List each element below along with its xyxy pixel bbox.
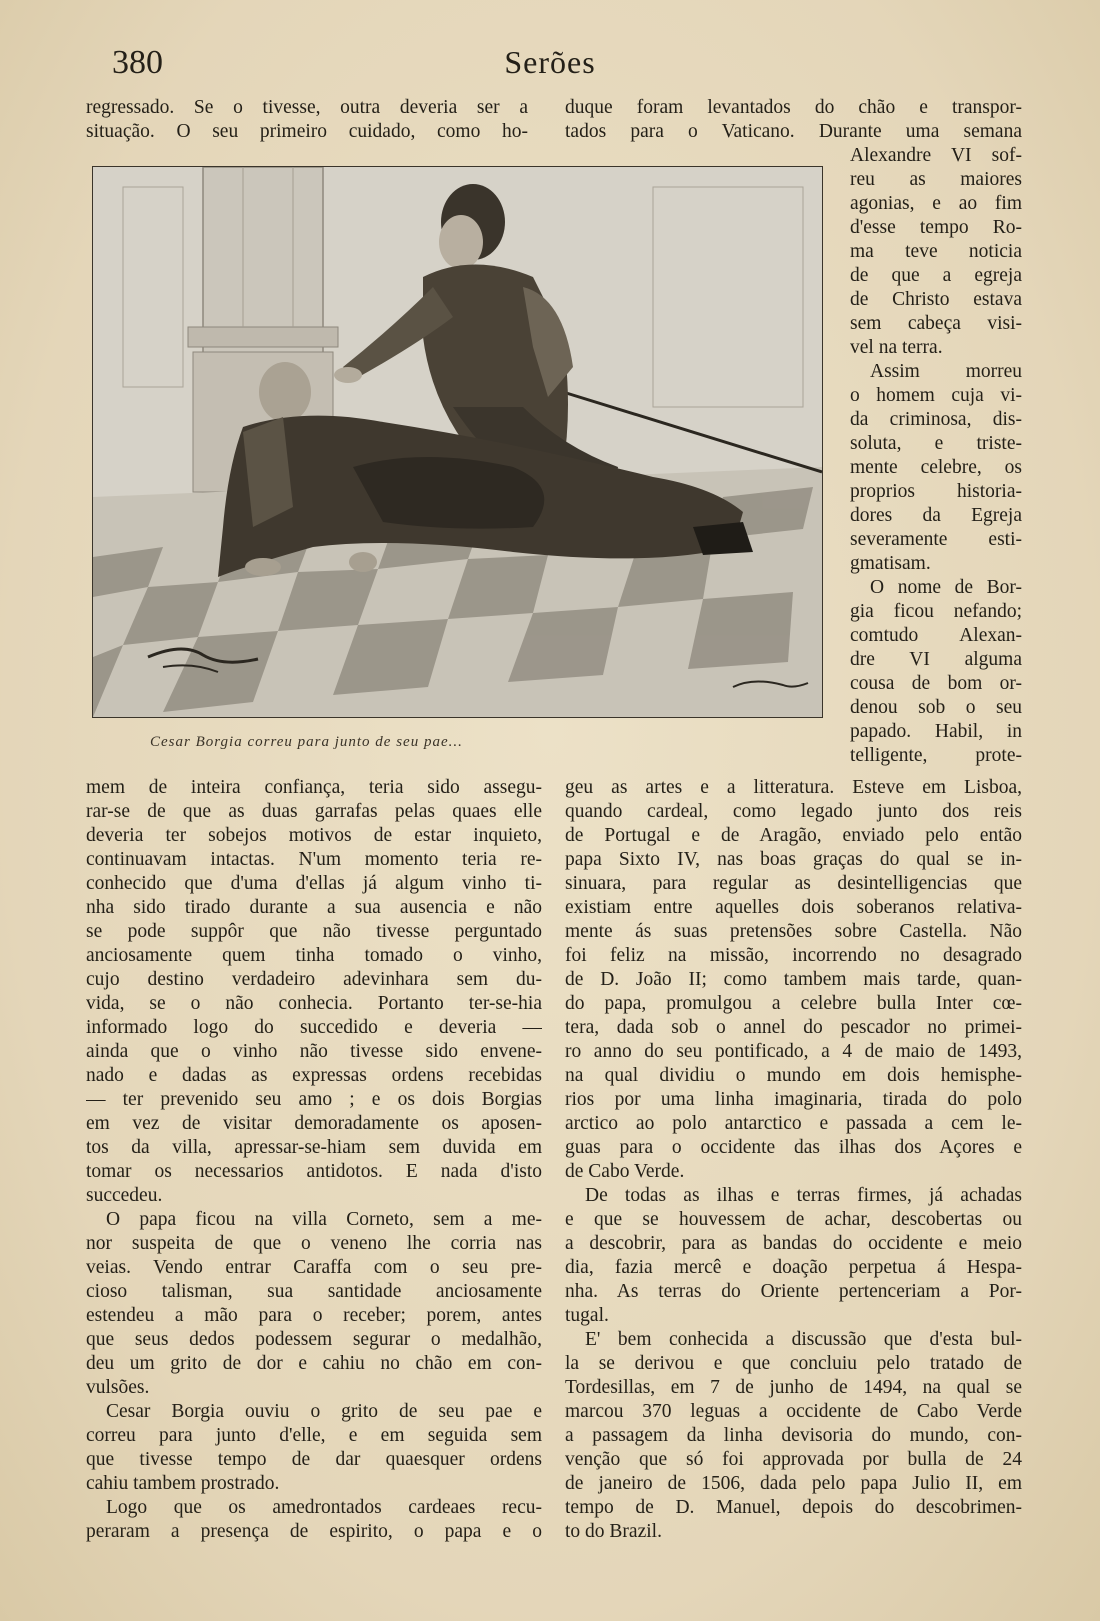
left-col-line: regressado. Se o tivesse, outra deveria ser a [86,97,528,118]
right-col-line: marcou 370 leguas a occidente de Cabo Verde [565,1401,1022,1422]
right-col-line: de Cabo Verde. [565,1161,685,1182]
right-col-line: foi feliz na missão, incorrendo no desagrado [565,945,1022,966]
left-col-line: correu para junto d'elle, e em seguida sem [86,1425,542,1446]
left-col-line: succedeu. [86,1185,163,1206]
left-col-line: continuavam intactas. N'um momento teria re- [86,849,542,870]
right-col-side-line: papado. Habil, in [850,721,1022,742]
right-col-line: tera, dada sob o annel do pescador no primei- [565,1017,1022,1038]
right-col-line: geu as artes e a litteratura. Esteve em Lisboa, [565,777,1022,798]
right-col-line: sinuara, para regular as desintelligencias que [565,873,1022,894]
left-col-line: que seus dedos podessem segurar o medalhão, [86,1329,542,1350]
right-col-line: rios por uma linha imaginaria, tirada do polo [565,1089,1022,1110]
left-col-line: tomar os necessarios antidotos. E nada d'isto [86,1161,542,1182]
left-col-line: vida, se o não conhecia. Portanto ter-se-hia [86,993,542,1014]
right-col-side-line: telligente, prote- [850,745,1022,766]
left-col-line: conhecido que d'uma d'ellas já algum vinho ti- [86,873,542,894]
running-title: Serões [504,44,596,80]
right-col-line: la se derivou e que concluiu pelo tratado de [565,1353,1022,1374]
right-col-side-line: reu as maiores [850,169,1022,190]
left-col-line: veias. Vendo entrar Caraffa com o seu pre- [86,1257,542,1278]
left-col-line: cahiu tambem prostrado. [86,1473,280,1494]
right-col-side-line: da criminosa, dis- [850,409,1022,430]
left-col-line: que tivesse tempo de dar quaesquer ordens [86,1449,542,1470]
right-col-line: venção que só foi approvada por bulla de 24 [565,1449,1022,1470]
right-col-side-line: Assim morreu [870,361,1022,382]
right-col-line: E' bem conhecida a discussão que d'esta bul- [585,1329,1022,1350]
right-col-side-line: severamente esti- [850,529,1022,550]
right-col-line: dia, fazia mercê e doação perpetua á Hespa- [565,1257,1022,1278]
left-col-line: cioso talisman, sua santidade anciosamente [86,1281,542,1302]
right-col-side-line: dores da Egreja [850,505,1022,526]
right-col-line: a descobrir, para as bandas do occidente e meio [565,1233,1022,1254]
left-col-line: rar-se de que as duas garrafas pelas quaes elle [86,801,542,822]
right-col-line: e que se houvessem de achar, descobertas ou [565,1209,1022,1230]
left-col-line: ainda que o vinho não tivesse sido envene- [86,1041,542,1062]
right-col-line: mente ás suas pretensões sobre Castella. Não [565,921,1022,942]
left-col-line: em vez de visitar demoradamente os aposen- [86,1113,542,1134]
left-col-line: Cesar Borgia ouviu o grito de seu pae e [106,1401,542,1422]
right-col-side-line: de que a egreja [850,265,1022,286]
left-col-line: vulsões. [86,1377,150,1398]
right-col-line: de Portugal e de Aragão, enviado pelo então [565,825,1022,846]
right-col-side-line: mente celebre, os [850,457,1022,478]
right-col-side-line: vel na terra. [850,337,943,358]
right-col-line: arctico ao polo antarctico e passada a cem le- [565,1113,1022,1134]
left-col-line: — ter prevenido seu amo ; e os dois Borgias [86,1089,542,1110]
right-col-line: papa Sixto IV, nas boas graças do qual se in- [565,849,1022,870]
right-col-side-line: gmatisam. [850,553,931,574]
right-col-line: de D. João II; como tambem mais tarde, quan- [565,969,1022,990]
right-col-line: guas para o occidente das ilhas dos Açores e [565,1137,1022,1158]
right-col-side-line: o homem cuja vi- [850,385,1022,406]
left-col-line: nha sido tirado durante a sua ausencia e não [86,897,542,918]
right-col-side-line: cousa de bom or- [850,673,1022,694]
right-col-line: existiam entre aquelles dois soberanos relativa- [565,897,1022,918]
right-col-line: a passagem da linha devisoria do mundo, con- [565,1425,1022,1446]
right-col-line: to do Brazil. [565,1521,662,1542]
right-col-side-line: dre VI alguma [850,649,1022,670]
right-col-line: duque foram levantados do chão e transpor- [565,97,1022,118]
page-number: 380 [112,44,163,81]
right-col-side-line: denou sob o seu [850,697,1022,718]
left-col-line: peraram a presença de espirito, o papa e o [86,1521,542,1542]
right-col-side-line: d'esse tempo Ro- [850,217,1022,238]
right-col-side-line: comtudo Alexan- [850,625,1022,646]
left-col-line: deu um grito de dor e cahiu no chão em con- [86,1353,542,1374]
left-col-line: cujo destino verdadeiro adevinhara sem du- [86,969,542,990]
right-col-line: quando cardeal, como legado junto dos reis [565,801,1022,822]
right-col-side-line: soluta, e triste- [850,433,1022,454]
left-col-line: O papa ficou na villa Corneto, sem a me- [106,1209,542,1230]
right-col-line: De todas as ilhas e terras firmes, já achadas [585,1185,1022,1206]
right-col-side-line: O nome de Bor- [870,577,1022,598]
left-col-line: informado logo do succedido e deveria — [86,1017,542,1038]
right-col-side-line: Alexandre VI sof- [850,145,1022,166]
figure-caption: Cesar Borgia correu para junto de seu pae... [150,734,463,750]
right-col-side-line: ma teve noticia [850,241,1022,262]
right-col-side-line: sem cabeça visi- [850,313,1022,334]
left-col-line: nor suspeita de que o veneno lhe corria nas [86,1233,542,1254]
right-col-line: de janeiro de 1506, dada pelo papa Julio II, em [565,1473,1022,1494]
right-col-line: tugal. [565,1305,609,1326]
right-col-side-line: gia ficou nefando; [850,601,1022,622]
right-col-line: tados para o Vaticano. Durante uma semana [565,121,1022,142]
right-col-line: ro anno do seu pontificado, a 4 de maio de 1493, [565,1041,1022,1062]
left-col-line: deveria ter sobejos motivos de estar inquieto, [86,825,542,846]
right-col-side-line: de Christo estava [850,289,1022,310]
left-col-line: Logo que os amedrontados cardeaes recu- [106,1497,542,1518]
right-col-side-line: proprios historia- [850,481,1022,502]
right-col-line: Tordesillas, em 7 de junho de 1494, na qual se [565,1377,1022,1398]
right-col-line: nha. As terras do Oriente pertenceriam a Por- [565,1281,1022,1302]
right-col-line: tempo de D. Manuel, depois do descobrimen- [565,1497,1022,1518]
left-col-line: tos da villa, apressar-se-hiam sem duvida em [86,1137,542,1158]
illustration [92,166,823,718]
right-col-side-line: agonias, e ao fim [850,193,1022,214]
right-col-line: do papa, promulgou a celebre bulla Inter cœ- [565,993,1022,1014]
left-col-line: se pode suppôr que não tivesse perguntado [86,921,542,942]
right-col-line: na qual dividiu o mundo em dois hemisphe- [565,1065,1022,1086]
left-col-line: anciosamente quem tinha tomado o vinho, [86,945,542,966]
left-col-line: nado e dadas as expressas ordens recebidas [86,1065,542,1086]
left-col-line: situação. O seu primeiro cuidado, como ho- [86,121,528,142]
illustration-artwork [93,167,822,717]
left-col-line: mem de inteira confiança, teria sido assegu- [86,777,542,798]
left-col-line: estendeu a mão para o receber; porem, antes [86,1305,542,1326]
